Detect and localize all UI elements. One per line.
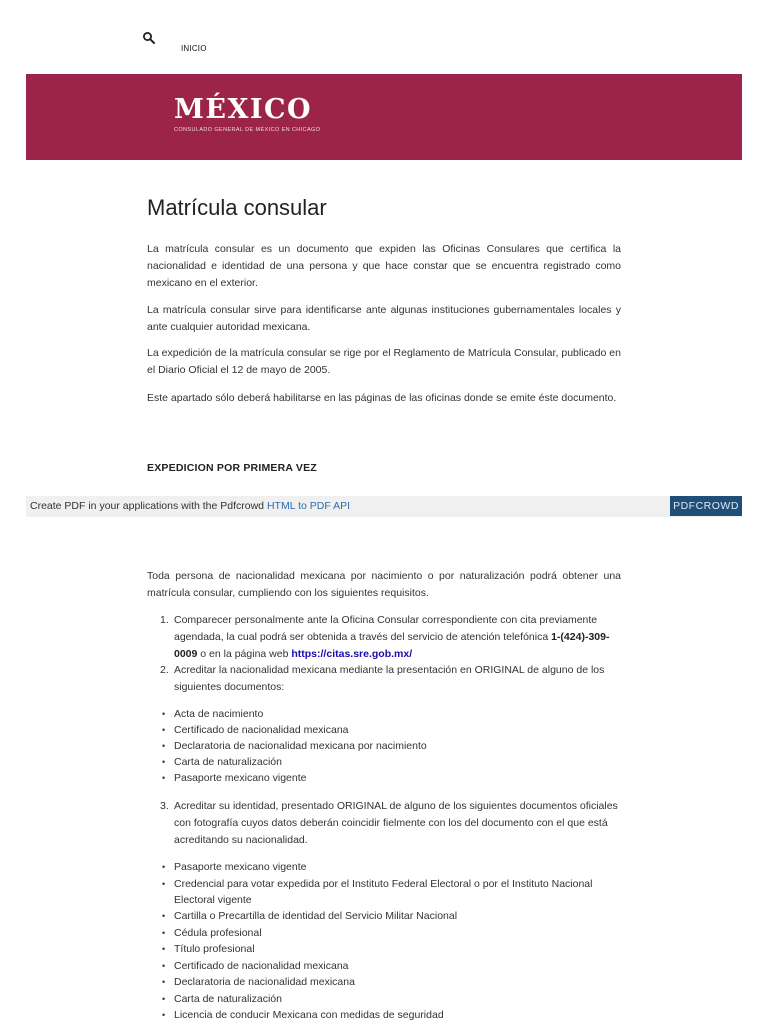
step-2 [160, 662, 622, 696]
search-icon[interactable] [142, 31, 156, 45]
step-1 [160, 612, 622, 663]
logo-title: MÉXICO [174, 94, 313, 125]
list-item: • Carta de naturalización [174, 754, 622, 770]
paragraph-usage: La matrícula consular sirve para identificarse ante algunas instituciones gubernamentales locales y ante cualquier autoridad mexicana. [147, 304, 621, 333]
pdfcrowd-text: Create PDF in your applications with the Pdfcrowd [30, 500, 267, 512]
step-1-text-mid: o en la página web [197, 648, 292, 660]
list-item: • Título profesional [174, 941, 622, 957]
list-item: • Carta de naturalización [174, 991, 622, 1007]
list-item: • Cédula profesional [174, 925, 622, 941]
list-item: • Pasaporte mexicano vigente [174, 770, 622, 786]
list-item: • Certificado de nacionalidad mexicana [174, 722, 622, 738]
logo-subtitle: CONSULADO GENERAL DE MÉXICO EN CHICAGO [174, 127, 321, 133]
list-item: • Certificado de nacionalidad mexicana [174, 958, 622, 974]
consulate-logo[interactable] [174, 94, 320, 133]
paragraph-note: Este apartado sólo deberá habilitarse en las páginas de las oficinas donde se emite éste documento. [147, 392, 617, 404]
paragraph-intro: Toda persona de nacionalidad mexicana por nacimiento o por naturalización podrá obtener una matrícula consular, cumpliendo con los siguientes requisitos. [147, 570, 621, 599]
pdfcrowd-button[interactable]: PDFCROWD [670, 496, 742, 516]
step-3-number: 3. [160, 800, 169, 812]
step-2-text: Acreditar la nacionalidad mexicana mediante la presentación en ORIGINAL de alguno de los siguientes documentos: [174, 664, 605, 693]
list-item: • Cartilla o Precartilla de identidad del Servicio Militar Nacional [174, 908, 622, 924]
list-item: • Licencia de conducir Mexicana con medidas de seguridad [174, 1007, 622, 1023]
paragraph-regulation: La expedición de la matrícula consular se rige por el Reglamento de Matrícula Consular, publicado en el Diario Oficial el 12 de mayo de 2005. [147, 347, 621, 376]
step-1-number: 1. [160, 614, 169, 626]
step-2-number: 2. [160, 664, 169, 676]
nav-inicio-link[interactable]: INICIO [181, 44, 207, 53]
phone-number: 1-(424)-309-0009 [174, 631, 610, 660]
list-item: • Declaratoria de nacionalidad mexicana por nacimiento [174, 738, 622, 754]
list-item: • Acta de nacimiento [174, 706, 622, 722]
step-1-text: Comparecer personalmente ante la Oficina Consular correspondiente con cita previamente agendada, la cual podrá ser obtenida a través del servicio de atención telefónica [174, 614, 598, 643]
list-item: • Pasaporte mexicano vigente [174, 859, 622, 875]
page-title: Matrícula consular [147, 195, 327, 220]
pdfcrowd-bar [26, 496, 742, 517]
paragraph-definition: La matrícula consular es un documento que expiden las Oficinas Consulares que certifica la nacionalidad e identidad de una persona y que hace constar que se encuentra registrado como mexicano en el exterior. [147, 243, 621, 289]
citas-url-link[interactable]: https://citas.sre.gob.mx/ [291, 648, 413, 660]
list-item: • Credencial para votar expedida por el Instituto Federal Electoral o por el Instituto Nacional Electoral vigente [174, 876, 622, 909]
pdfcrowd-api-link[interactable]: HTML to PDF API [266, 500, 350, 512]
step-3 [160, 798, 622, 849]
section-heading: EXPEDICION POR PRIMERA VEZ [147, 462, 317, 474]
list-item: • Declaratoria de nacionalidad mexicana [174, 974, 622, 990]
step-3-text: Acreditar su identidad, presentado ORIGINAL de alguno de los siguientes documentos oficiales con fotografía cuyos datos deberán coincidir fielmente con los del documento con el que está acreditando su nacionalidad. [174, 800, 618, 846]
header-banner [26, 74, 742, 160]
